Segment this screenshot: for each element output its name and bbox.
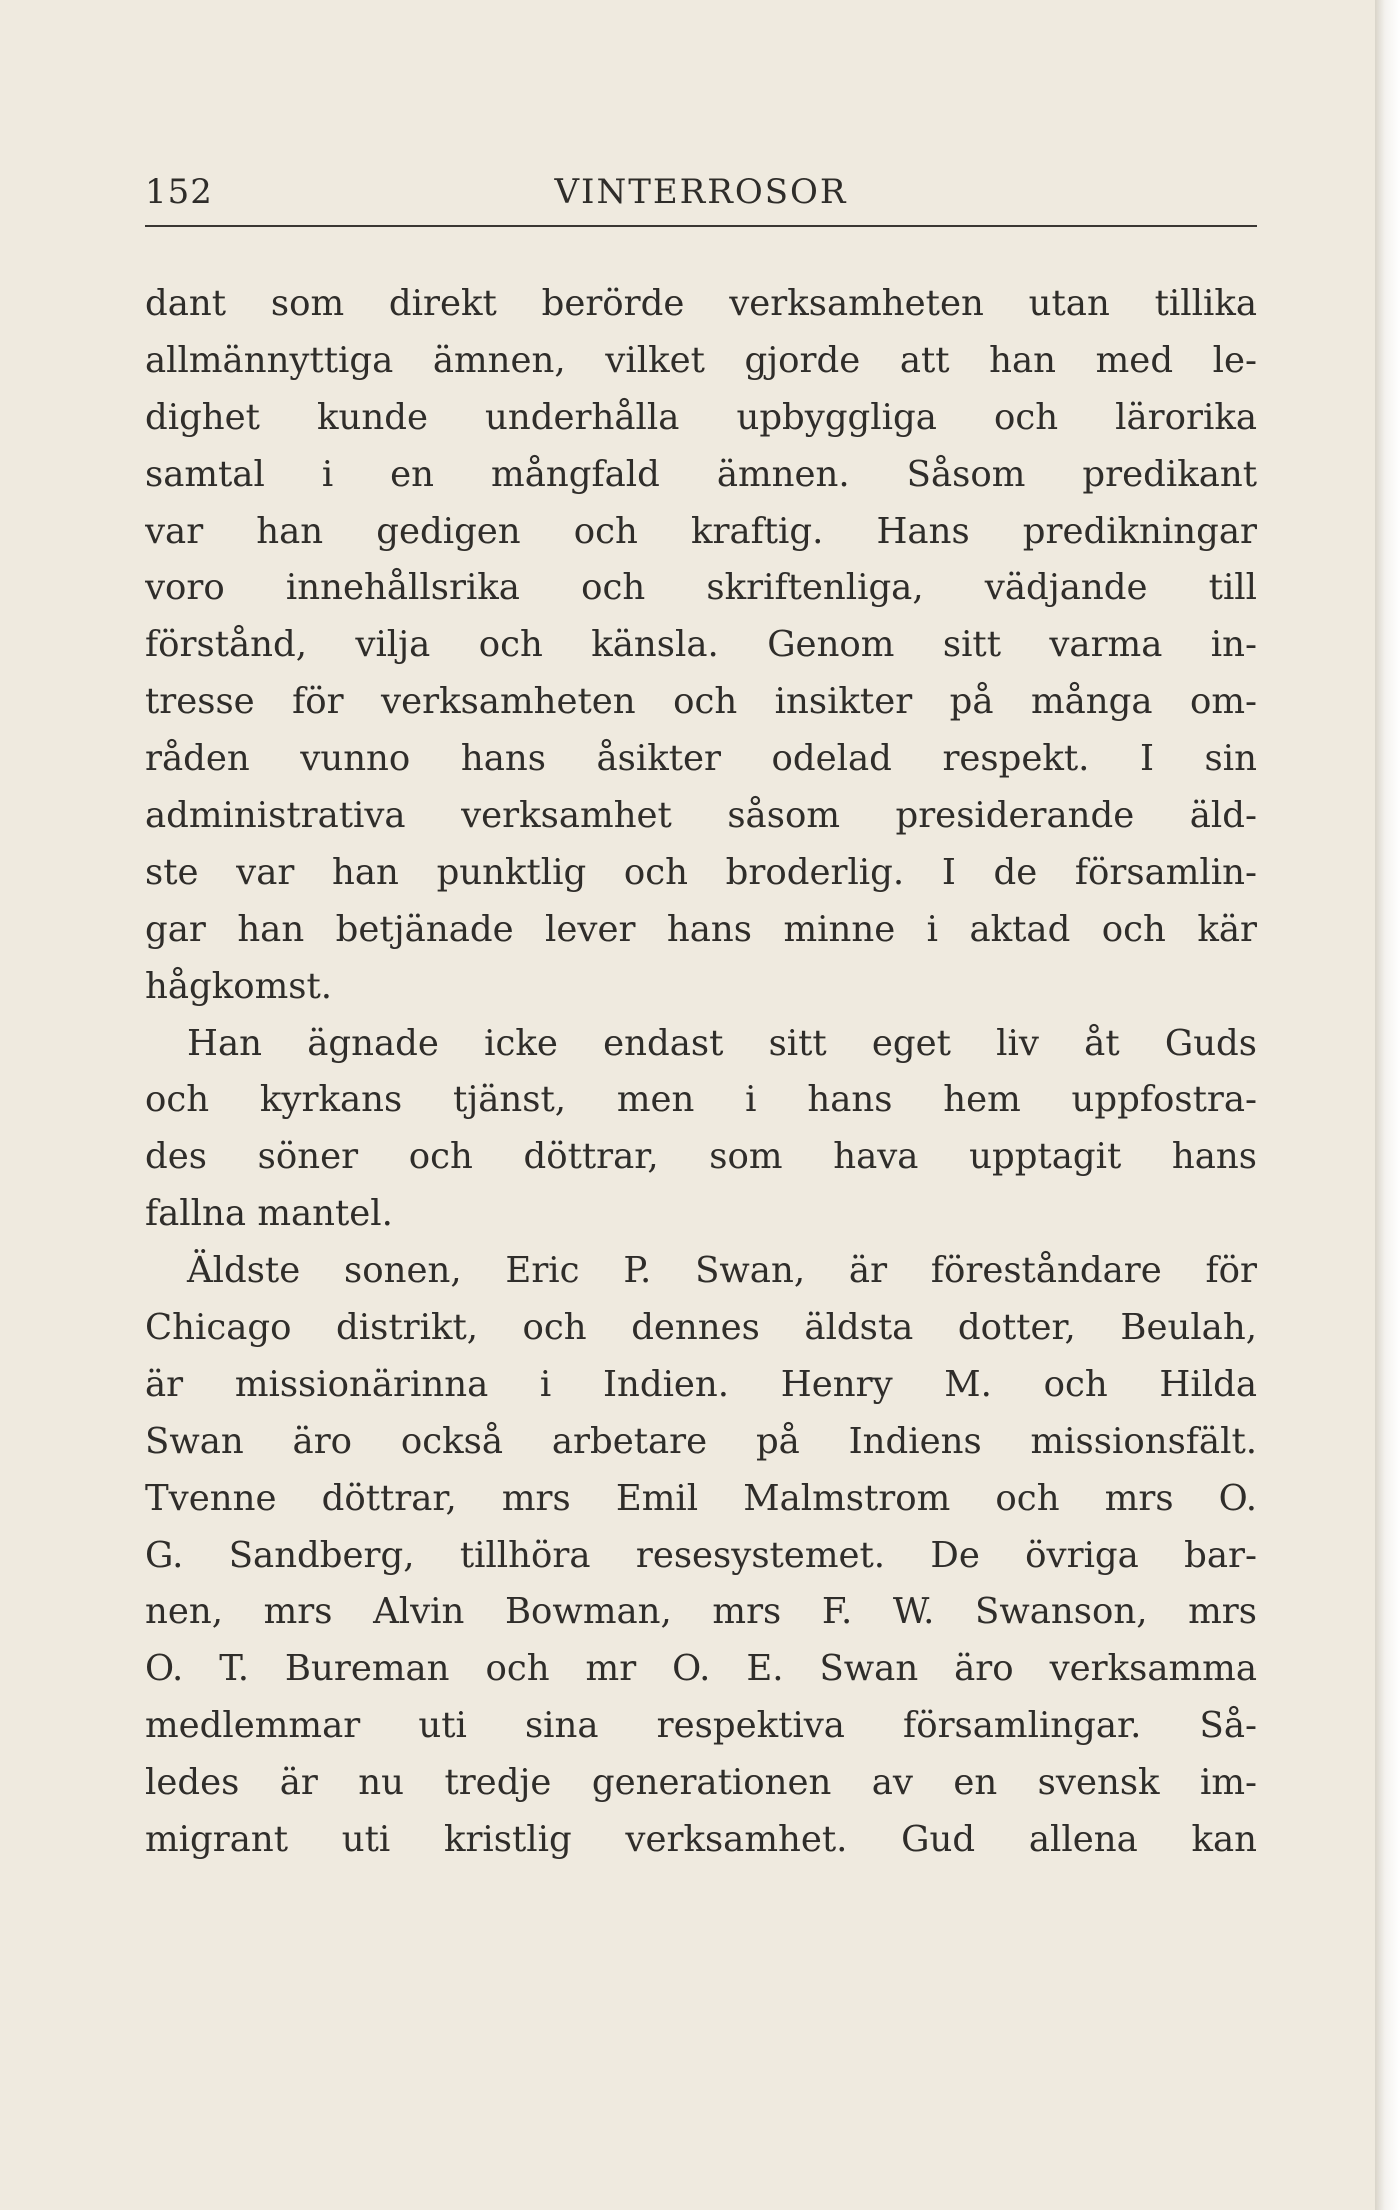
page-edge	[1375, 0, 1400, 2210]
text-line: medlemmar uti sina respektiva församlingar. Så-	[145, 1705, 1257, 1747]
text-line: Tvenne döttrar, mrs Emil Malmstrom och mrs O.	[145, 1477, 1257, 1519]
text-line: Han ägnade icke endast sitt eget liv åt Guds	[187, 1022, 1257, 1064]
text-line: gar han betjänade lever hans minne i aktad och kär	[145, 908, 1257, 950]
text-line: råden vunno hans åsikter odelad respekt. I sin	[145, 738, 1257, 780]
text-line: samtal i en mångfald ämnen. Såsom predikant	[145, 453, 1257, 495]
text-line: O. T. Bureman och mr O. E. Swan äro verksamma	[145, 1648, 1257, 1690]
text-line: voro innehållsrika och skriftenliga, vädjande till	[145, 567, 1257, 609]
text-line: Äldste sonen, Eric P. Swan, är föreståndare för	[187, 1250, 1257, 1292]
text-line: Chicago distrikt, och dennes äldsta dotter, Beulah,	[145, 1307, 1257, 1349]
text-line: allmännyttiga ämnen, vilket gjorde att han med le-	[145, 339, 1257, 381]
text-line: Swan äro också arbetare på Indiens missionsfält.	[145, 1420, 1257, 1462]
text-line: hågkomst.	[145, 965, 333, 1007]
text-line: dighet kunde underhålla upbyggliga och lärorika	[145, 396, 1257, 438]
text-line: dant som direkt berörde verksamheten utan tillika	[145, 283, 1257, 324]
text-line: är missionärinna i Indien. Henry M. och Hilda	[145, 1363, 1257, 1405]
text-line: fallna mantel.	[145, 1193, 393, 1235]
text-line: ledes är nu tredje generationen av en svensk im-	[145, 1762, 1257, 1804]
running-head	[145, 172, 1257, 222]
text-line: des söner och döttrar, som hava upptagit hans	[145, 1136, 1257, 1178]
text-line: nen, mrs Alvin Bowman, mrs F. W. Swanson, mrs	[145, 1591, 1257, 1633]
text-line: förstånd, vilja och känsla. Genom sitt varma in-	[145, 624, 1257, 666]
text-line: och kyrkans tjänst, men i hans hem uppfostra-	[145, 1079, 1257, 1121]
text-line: migrant uti kristlig verksamhet. Gud allena kan	[145, 1819, 1257, 1861]
body-text	[145, 276, 1257, 1869]
running-title: VINTERROSOR	[554, 172, 848, 212]
header-rule	[145, 225, 1257, 227]
text-line: var han gedigen och kraftig. Hans predikningar	[145, 510, 1257, 552]
text-line: administrativa verksamhet såsom presiderande äld-	[145, 795, 1257, 837]
text-line: ste var han punktlig och broderlig. I de församlin-	[145, 851, 1257, 893]
text-line: G. Sandberg, tillhöra resesystemet. De övriga bar-	[145, 1534, 1257, 1576]
page-number: 152	[145, 172, 213, 212]
text-line: tresse för verksamheten och insikter på många om-	[145, 681, 1257, 723]
